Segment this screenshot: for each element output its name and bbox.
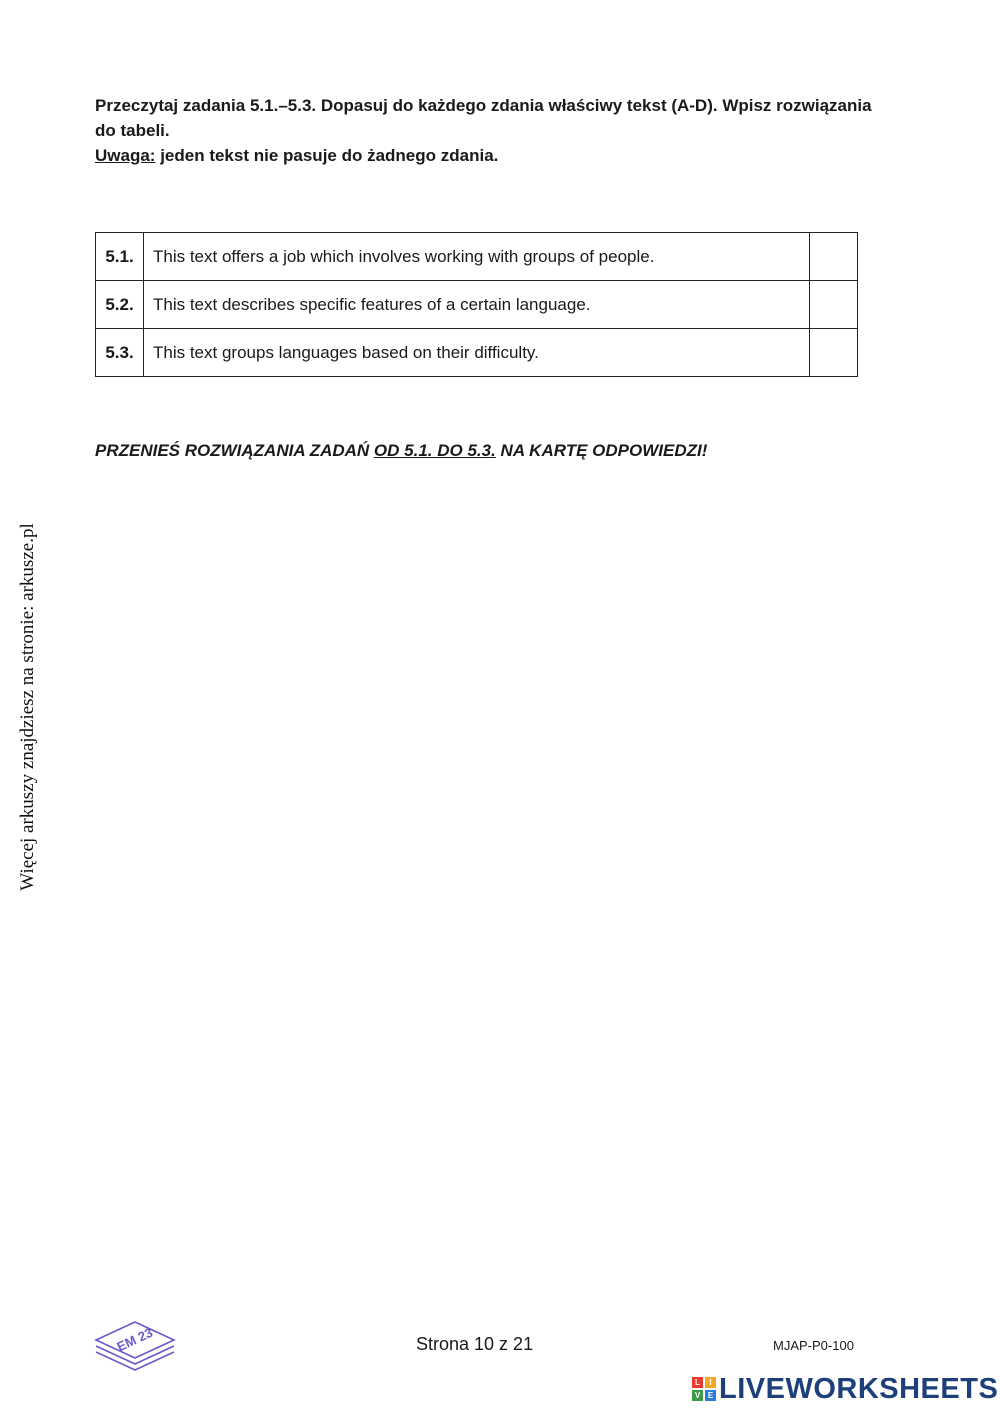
brand-letter: I — [705, 1377, 716, 1388]
table-row — [96, 281, 858, 329]
brand-letter: L — [692, 1377, 703, 1388]
answer-cell[interactable] — [810, 233, 858, 281]
exam-logo-icon — [93, 1310, 177, 1372]
task-number: 5.1. — [96, 233, 144, 281]
task-number: 5.3. — [96, 329, 144, 377]
table-row — [96, 233, 858, 281]
transfer-prefix: PRZENIEŚ ROZWIĄZANIA ZADAŃ — [95, 441, 374, 460]
task-instructions — [95, 93, 875, 168]
note-text: jeden tekst nie pasuje do żadnego zdania. — [155, 146, 499, 165]
task-number: 5.2. — [96, 281, 144, 329]
logo-text: EM 23 — [114, 1324, 155, 1355]
brand-text: LIVEWORKSHEETS — [719, 1372, 999, 1405]
matching-table — [95, 232, 858, 377]
transfer-instruction — [95, 441, 707, 461]
brand-letter: E — [705, 1390, 716, 1401]
table-row — [96, 329, 858, 377]
brand-mark-icon — [692, 1377, 716, 1401]
transfer-range: OD 5.1. DO 5.3. — [373, 441, 496, 460]
instruction-note — [95, 143, 875, 168]
page-number: Strona 10 z 21 — [416, 1334, 534, 1354]
exam-code: MJAP-P0-100 — [773, 1338, 854, 1353]
note-label: Uwaga: — [95, 146, 156, 165]
liveworksheets-logo — [692, 1372, 998, 1406]
task-statement: This text groups languages based on their difficulty. — [144, 329, 810, 377]
transfer-suffix: NA KARTĘ ODPOWIEDZI! — [495, 441, 708, 460]
answer-cell[interactable] — [810, 329, 858, 377]
brand-letter: V — [692, 1390, 703, 1401]
side-watermark: Więcej arkuszy znajdziesz na stronie: arkusze.pl — [17, 523, 38, 891]
instruction-text: Przeczytaj zadania 5.1.–5.3. Dopasuj do każdego zdania właściwy tekst (A-D). Wpisz rozwiązania do tabeli. — [95, 96, 872, 140]
task-statement: This text offers a job which involves working with groups of people. — [144, 233, 810, 281]
answer-cell[interactable] — [810, 281, 858, 329]
task-statement: This text describes specific features of a certain language. — [144, 281, 810, 329]
